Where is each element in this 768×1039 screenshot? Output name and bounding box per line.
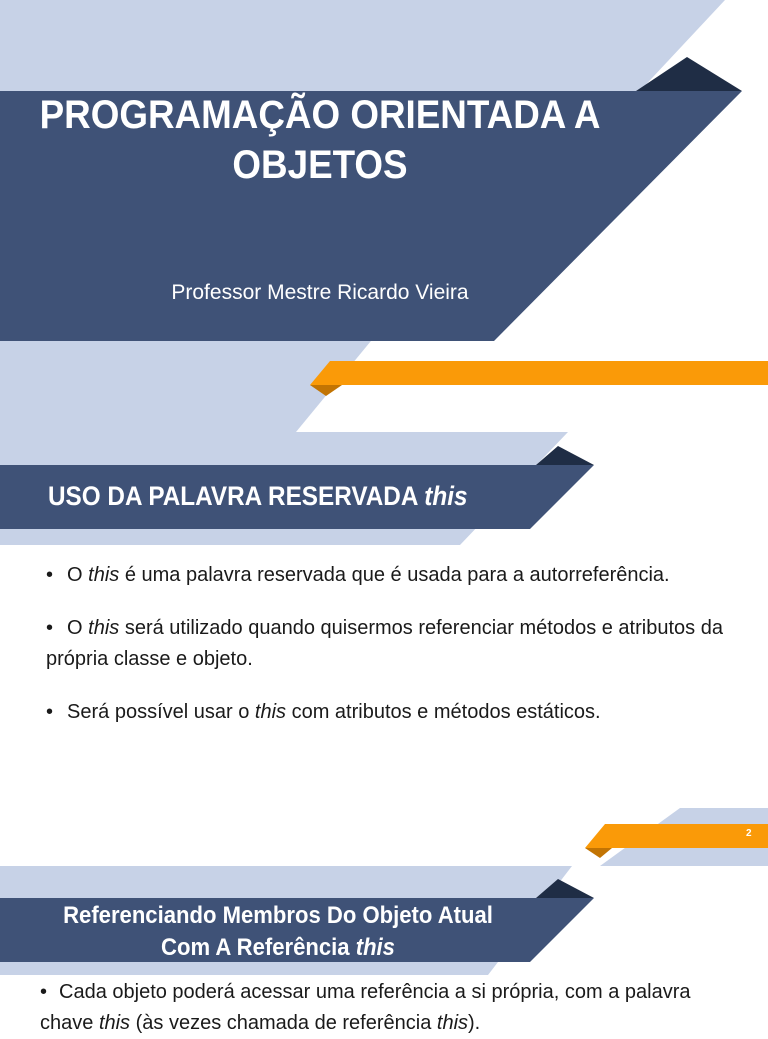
bullet-text: O [67, 564, 89, 586]
bullet-text: com atributos e métodos estáticos. [286, 701, 601, 723]
list-item [46, 560, 726, 591]
bullet-keyword: this [254, 701, 287, 723]
bullet-text: Cada objeto poderá acessar uma referência a si própria, com a palavra chave [40, 981, 691, 1034]
list-item [46, 697, 726, 728]
section-heading-italic: this [424, 481, 468, 511]
bullet-list [46, 560, 726, 750]
section-heading-line2 [22, 932, 534, 964]
bullet-text: Será possível usar o [67, 701, 255, 723]
bullet-keyword: this [88, 564, 120, 586]
section-heading-line1: Referenciando Membros Do Objeto Atual [63, 902, 493, 929]
list-item [46, 613, 726, 675]
bullet-text: é uma palavra reservada que é usada para a autorreferência. [119, 564, 670, 586]
slide-title-line1: PROGRAMAÇÃO ORIENTADA A [39, 93, 601, 137]
bullet-text: ). [468, 1012, 481, 1034]
bullet-keyword: this [98, 1012, 131, 1034]
bullet-marker: • [46, 701, 54, 723]
list-item [40, 977, 740, 1039]
orange-stripe-bottom [585, 824, 768, 848]
heading-keyword: this [355, 934, 395, 961]
slide-subtitle: Professor Mestre Ricardo Vieira [171, 281, 469, 304]
heading-text: Com A Referência [161, 934, 356, 961]
orange-stripe-top [310, 361, 768, 385]
orange-stripe-fold-bottom [585, 848, 612, 858]
bullet-marker: • [40, 981, 48, 1003]
bullet-text: será utilizado quando quisermos referenciar métodos e atributos da própria classe e objeto. [46, 617, 723, 670]
bullet-keyword: this [436, 1012, 469, 1034]
bullet-marker: • [46, 617, 54, 639]
bullet-keyword: this [88, 617, 120, 639]
bullet-text: (às vezes chamada de referência [130, 1012, 437, 1034]
section-heading-slide3 [22, 900, 534, 964]
slide-title-line2: OBJETOS [232, 143, 408, 187]
section-heading-text: USO DA PALAVRA RESERVADA [48, 481, 418, 511]
slide-title [26, 90, 615, 190]
section-heading [48, 481, 467, 512]
page-number: 2 [746, 828, 752, 839]
bullet-marker: • [46, 564, 54, 586]
bullet-text: O [67, 617, 89, 639]
